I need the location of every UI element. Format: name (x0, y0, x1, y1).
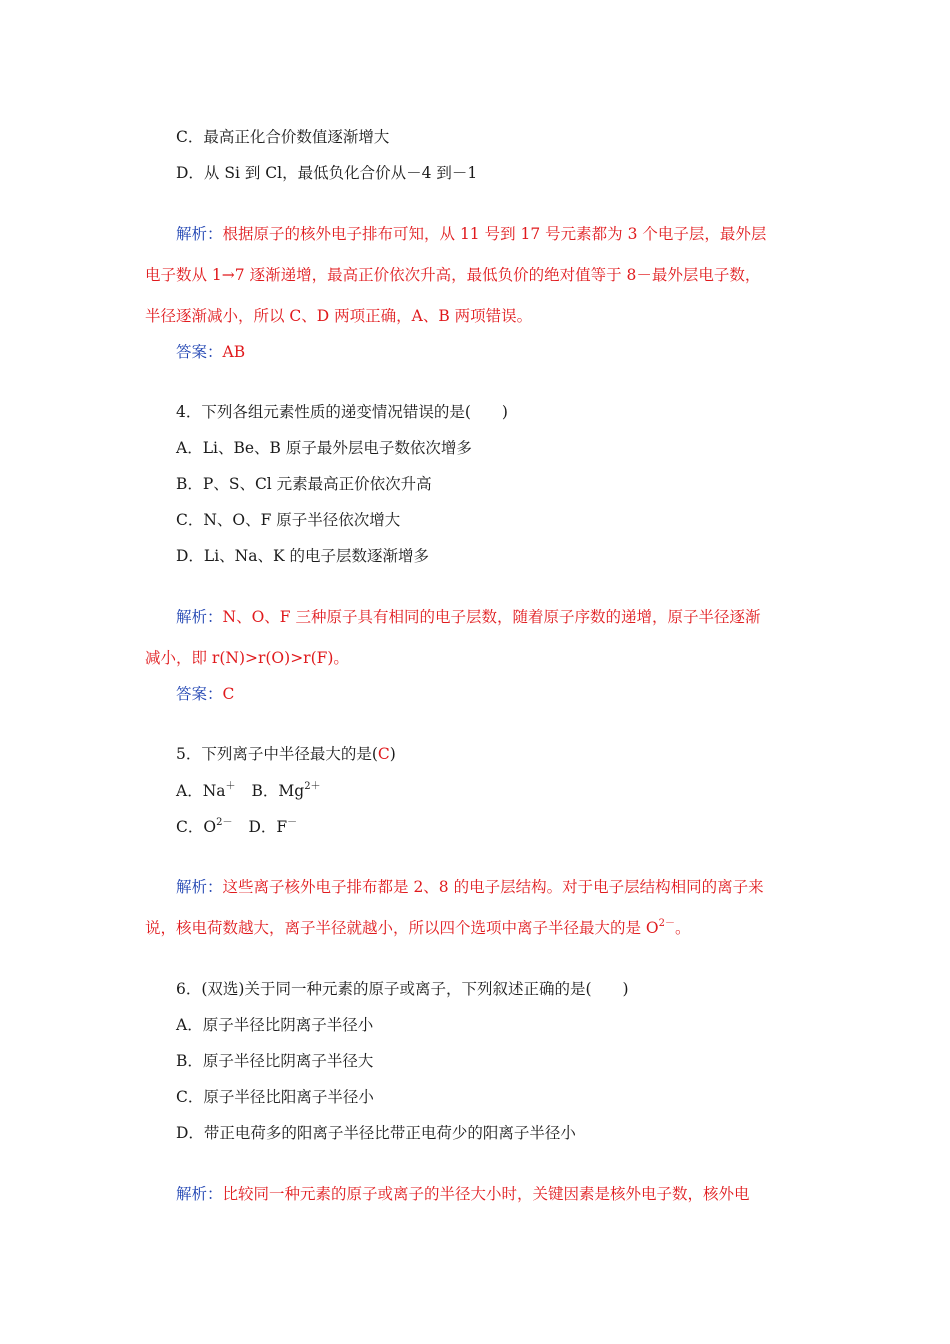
q3-analysis-line-2: 电子数从 1→7 逐渐递增，最高正价依次升高，最低负价的绝对值等于 8－最外层电子数， (145, 266, 761, 284)
q4-stem: 4．下列各组元素性质的递变情况错误的是( ) (176, 403, 508, 421)
q3-analysis-line-3: 半径逐渐减小，所以 C、D 两项正确，A、B 两项错误。 (145, 307, 533, 325)
q5-options-cd (176, 816, 297, 838)
option-c-charge: 2－ (216, 817, 233, 828)
q4-option-c: C．N、O、F 原子半径依次增大 (176, 511, 401, 529)
q6-stem: 6．(双选)关于同一种元素的原子或离子，下列叙述正确的是( ) (176, 980, 629, 998)
q3-answer (176, 341, 245, 363)
q6-option-a: A．原子半径比阴离子半径小 (176, 1016, 374, 1034)
q5-analysis-line-1 (176, 876, 764, 898)
analysis-label: 解析： (176, 1185, 223, 1203)
q4-option-d: D．Li、Na、K 的电子层数逐渐增多 (176, 547, 429, 565)
q5-analysis-line-2 (145, 917, 691, 939)
stem-answer: C (377, 745, 390, 763)
analysis-end: 。 (675, 919, 691, 937)
q6-option-d: D．带正电荷多的阳离子半径比带正电荷少的阳离子半径小 (176, 1124, 576, 1142)
q3-option-d: D．从 Si 到 Cl，最低负化合价从－4 到－1 (176, 164, 478, 182)
analysis-text: N、O、F 三种原子具有相同的电子层数，随着原子序数的递增，原子半径逐渐 (222, 608, 761, 626)
option-c: C．O (176, 818, 217, 836)
q3-analysis-line-1 (176, 223, 766, 245)
analysis-text: 根据原子的核外电子排布可知，从 11 号到 17 号元素都为 3 个电子层，最外层 (222, 225, 767, 243)
q6-option-b: B．原子半径比阴离子半径大 (176, 1052, 374, 1070)
answer-label: 答案： (176, 343, 223, 361)
q5-options-ab (176, 780, 321, 802)
q4-analysis-line-1 (176, 606, 760, 628)
q6-analysis-line-1 (176, 1183, 750, 1205)
ion-charge: 2－ (658, 918, 676, 929)
q4-answer (176, 683, 234, 705)
q4-option-b: B．P、S、Cl 元素最高正价依次升高 (176, 475, 432, 493)
analysis-label: 解析： (176, 608, 223, 626)
q4-analysis-line-2: 减小，即 r(N)>r(O)>r(F)。 (145, 649, 349, 667)
analysis-text: 这些离子核外电子排布都是 2、8 的电子层结构。对于电子层结构相同的离子来 (222, 878, 764, 896)
stem-close: ) (389, 745, 396, 763)
q5-stem (176, 743, 396, 765)
option-b: B．Mg (251, 782, 305, 800)
answer-value: AB (222, 343, 246, 361)
analysis-text: 比较同一种元素的原子或离子的半径大小时，关键因素是核外电子数，核外电 (222, 1185, 750, 1203)
option-a: A．Na (176, 782, 226, 800)
option-b-charge: 2＋ (304, 781, 321, 792)
analysis-label: 解析： (176, 878, 223, 896)
stem-text: 5．下列离子中半径最大的是( (176, 745, 378, 763)
option-a-charge: ＋ (225, 781, 236, 792)
q4-option-a: A．Li、Be、B 原子最外层电子数依次增多 (176, 439, 472, 457)
analysis-text: 说，核电荷数越大，离子半径就越小，所以四个选项中离子半径最大的是 O (145, 919, 659, 937)
answer-value: C (222, 685, 235, 703)
option-d-charge: － (287, 817, 298, 828)
q3-option-c: C．最高正化合价数值逐渐增大 (176, 128, 390, 146)
q6-option-c: C．原子半径比阳离子半径小 (176, 1088, 374, 1106)
analysis-label: 解析： (176, 225, 223, 243)
answer-label: 答案： (176, 685, 223, 703)
option-d: D．F (248, 818, 288, 836)
